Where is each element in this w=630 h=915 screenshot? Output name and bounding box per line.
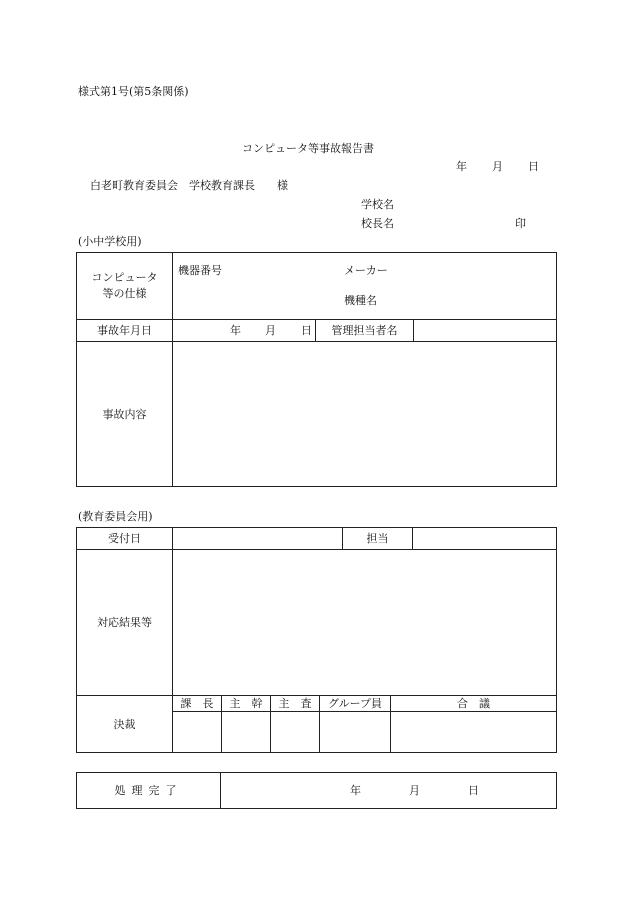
approval-label: 決裁 xyxy=(77,696,173,753)
approval-seal-inspector[interactable] xyxy=(271,712,320,753)
accident-content-row xyxy=(77,342,557,487)
response-row xyxy=(77,550,557,696)
accident-date-row xyxy=(77,320,557,342)
model-label: 機種名 xyxy=(344,294,377,307)
approval-header-consultation: 合 議 xyxy=(391,696,557,712)
response-field[interactable] xyxy=(173,550,557,696)
approval-header-row xyxy=(77,696,557,712)
manager-field[interactable] xyxy=(414,320,557,342)
approval-seal-supervisor[interactable] xyxy=(222,712,271,753)
accident-content-label: 事故内容 xyxy=(77,342,173,487)
received-date-label: 受付日 xyxy=(77,528,173,550)
completion-label: 処理完了 xyxy=(114,784,183,797)
school-report-table xyxy=(76,252,557,487)
response-label: 対応結果等 xyxy=(77,550,173,696)
board-report-table xyxy=(76,527,557,753)
board-section-caption: (教育委員会用) xyxy=(78,510,153,523)
completion-label-cell xyxy=(77,773,221,809)
machine-number-label: 機器番号 xyxy=(178,264,222,277)
seal-mark: 印 xyxy=(515,217,526,230)
accident-date-label: 事故年月日 xyxy=(77,320,173,342)
staff-label: 担当 xyxy=(343,528,413,550)
header-month: 月 xyxy=(492,160,503,173)
spec-label: コンピュータ 等の仕様 xyxy=(91,271,158,300)
accident-date-month: 月 xyxy=(265,324,276,337)
approval-header-inspector: 主 査 xyxy=(271,696,320,712)
approval-header-supervisor: 主 幹 xyxy=(222,696,271,712)
accident-date-year: 年 xyxy=(230,324,241,337)
received-date-field[interactable] xyxy=(173,528,343,550)
completion-day: 日 xyxy=(468,784,479,797)
completion-month: 月 xyxy=(409,784,420,797)
received-row xyxy=(77,528,557,550)
header-year: 年 xyxy=(456,160,467,173)
accident-date-field[interactable] xyxy=(173,320,316,342)
header-day: 日 xyxy=(528,160,539,173)
approval-header-group-member: グループ員 xyxy=(320,696,391,712)
manager-label: 管理担当者名 xyxy=(316,320,414,342)
spec-label-cell xyxy=(77,253,173,320)
spec-row xyxy=(77,253,557,320)
maker-label: メーカー xyxy=(344,264,388,277)
approval-header-chief: 課 長 xyxy=(173,696,222,712)
staff-field[interactable] xyxy=(413,528,557,550)
form-number: 様式第1号(第5条関係) xyxy=(78,85,189,98)
addressee: 白老町教育委員会 学校教育課長 様 xyxy=(90,179,288,192)
completion-table xyxy=(76,772,557,809)
completion-row xyxy=(77,773,557,809)
accident-date-day: 日 xyxy=(301,324,312,337)
school-section-caption: (小中学校用) xyxy=(78,235,142,248)
principal-name-label: 校長名 xyxy=(361,217,394,230)
accident-content-field[interactable] xyxy=(173,342,557,487)
completion-year: 年 xyxy=(350,784,361,797)
approval-seal-consultation[interactable] xyxy=(391,712,557,753)
completion-date-field[interactable] xyxy=(221,773,557,809)
approval-seal-chief[interactable] xyxy=(173,712,222,753)
spec-content-cell[interactable] xyxy=(173,253,557,320)
approval-seal-group-member[interactable] xyxy=(320,712,391,753)
page-title: コンピュータ等事故報告書 xyxy=(242,142,374,155)
school-name-label: 学校名 xyxy=(361,198,394,211)
